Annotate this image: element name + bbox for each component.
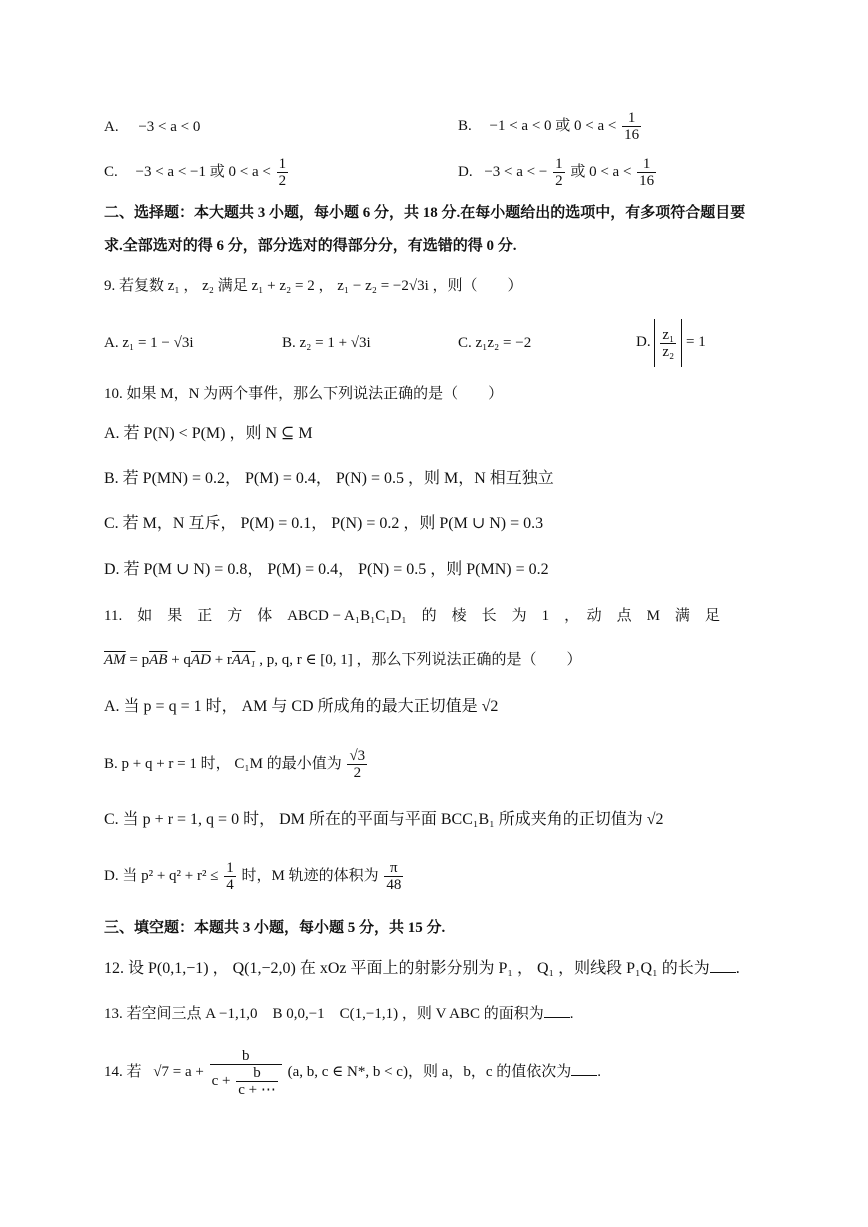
q14-answer-blank[interactable] xyxy=(571,1061,597,1076)
q10-option-d: D. 若 P(M ∪ N) = 0.8， P(M) = 0.4， P(N) = 0.5 ，则 P(MN) = 0.2 xyxy=(104,561,549,578)
q11-stem-line-2: $\overline{AM} = p\overline{AB} + q\overline{AD} + rAA_1$ , p, q, r ∈ [0, 1] ，那么下列说法正确的是（ ） xyxy=(104,652,582,668)
q9-option-c: C. z₁z₂ = −2 xyxy=(458,335,532,351)
q13-answer-blank[interactable] xyxy=(544,1003,570,1018)
q9-stem: 9. 若复数 z₁ ， z₂ 满足 z₁ + z₂ = 2 ， z₁ − z₂ = −2√3i ，则（ ） xyxy=(104,278,523,294)
q11-option-a: A. 当 p = q = 1 时， AM 与 CD 所成角的最大正切值是 √2 xyxy=(104,698,499,715)
q14-condition: (a, b, c ∈ N*, b < c) xyxy=(287,1064,408,1080)
q8-option-b-fraction: $\frac{1}{16}$ xyxy=(624,110,640,144)
q12-answer-blank[interactable] xyxy=(710,958,736,973)
q14-lhs: √7 = a + xyxy=(153,1064,204,1080)
q8-option-d-mid: 或 0 < a < xyxy=(570,164,632,180)
q9-option-a: A. z₁ = 1 − √3i xyxy=(104,335,194,351)
q11-stem-line-1: 11. 如 果 正 方 体 ABCD − A₁B₁C₁D₁ 的 棱 长 为 1 ， 动 点 M 满 足 xyxy=(104,608,720,624)
q8-option-c-expr: −3 < a < −1 或 0 < a < xyxy=(135,164,271,180)
section-2-heading-line-1: 二、选择题：本大题共 3 小题，每小题 6 分，共 18 分.在每小题给出的选项中，有多项符合题目要 xyxy=(104,205,746,221)
q10-stem: 10. 如果 M，N 为两个事件，那么下列说法正确的是（ ） xyxy=(104,386,504,402)
q14: 14. 若 √7 = a + b c + $\frac{b}{c + \cdots}$ (a, b, c ∈ N*, b < c)，则 a，b，c 的值依次为 . xyxy=(104,1047,602,1098)
q11-option-c: C. 当 p + r = 1, q = 0 时， DM 所在的平面与平面 BCC₁B₁ 所成夹角的正切值为 √2 xyxy=(104,811,664,828)
q13: 13. 若空间三点 A −1,1,0 B 0,0,−1 C(1,−1,1) ，则 V ABC 的面积为 . xyxy=(104,1003,573,1024)
q11-option-d-fraction-2: $\frac{\pi}{48}$ xyxy=(386,860,402,894)
q12: 12. 设 P(0,1,−1) ， Q(1,−2,0) 在 xOz 平面上的射影分别为 P₁ ， Q₁ ，则线段 P₁Q₁ 的长为 . xyxy=(104,960,740,977)
q8-option-d-fraction-1: $\frac{1}{2}$ xyxy=(555,156,563,190)
q8-option-d-expr: −3 < a < − xyxy=(484,164,548,180)
section-3-heading: 三、填空题：本题共 3 小题，每小题 5 分，共 15 分. xyxy=(104,920,446,936)
q8-option-a-expr: −3 < a < 0 xyxy=(138,119,201,135)
q8-option-b xyxy=(458,104,643,148)
q8-option-c-fraction: $\frac{1}{2}$ xyxy=(278,156,287,190)
q8-option-b-label: B. xyxy=(458,118,472,134)
q8-option-b-expr: −1 < a < 0 或 0 < a < xyxy=(489,118,617,134)
q10-option-a: A. 若 P(N) < P(M) ，则 N ⊆ M xyxy=(104,425,313,442)
q9-option-d xyxy=(636,318,706,367)
vector-am: $\overline{AM}$ xyxy=(104,652,126,668)
q11-option-d: D. 当 p² + q² + r² ≤ $\frac{1}{4}$ 时，M 轨迹的体积为 $\frac{\pi}{48}$ xyxy=(104,860,402,894)
q10-option-b: B. 若 P(MN) = 0.2， P(M) = 0.4， P(N) = 0.5 ，则 M，N 相互独立 xyxy=(104,470,554,487)
q8-option-d-fraction-2: $\frac{1}{16}$ xyxy=(639,156,655,190)
q9-option-b: B. z₂ = 1 + √3i xyxy=(282,335,371,351)
q8-option-d xyxy=(458,150,658,194)
q8-option-d-label: D. xyxy=(458,164,473,180)
q14-continued-fraction: b c + $\frac{b}{c + \cdots}$ xyxy=(210,1048,282,1098)
q11-option-b: B. p + q + r = 1 时， C₁M 的最小值为 $\frac{√3}{2}$ xyxy=(104,748,366,782)
vector-ab: $\overline{AB}$ xyxy=(149,652,168,668)
vector-ad: $\overline{AD}$ xyxy=(190,652,211,668)
q8-option-a-label: A. xyxy=(104,119,119,135)
q8-option-c-label: C. xyxy=(104,164,118,180)
q8-option-c xyxy=(104,150,290,194)
q11-option-d-fraction-1: $\frac{1}{4}$ xyxy=(226,860,234,894)
vector-aa1: AA₁ xyxy=(231,652,256,668)
q9-option-d-label: D. xyxy=(636,334,651,350)
q10-option-c: C. 若 M，N 互斥， P(M) = 0.1， P(N) = 0.2 ，则 P(M ∪ N) = 0.3 xyxy=(104,515,544,532)
section-2-heading-line-2: 求.全部选对的得 6 分，部分选对的得部分分，有选错的得 0 分. xyxy=(104,238,517,254)
q11-option-b-fraction: $\frac{√3}{2}$ xyxy=(349,748,366,782)
q9-option-d-rhs: = 1 xyxy=(685,334,706,350)
q8-option-a xyxy=(104,117,200,137)
q9-option-d-abs: $\frac{\text{z₁}}{\text{z₂}}$ xyxy=(654,319,682,367)
